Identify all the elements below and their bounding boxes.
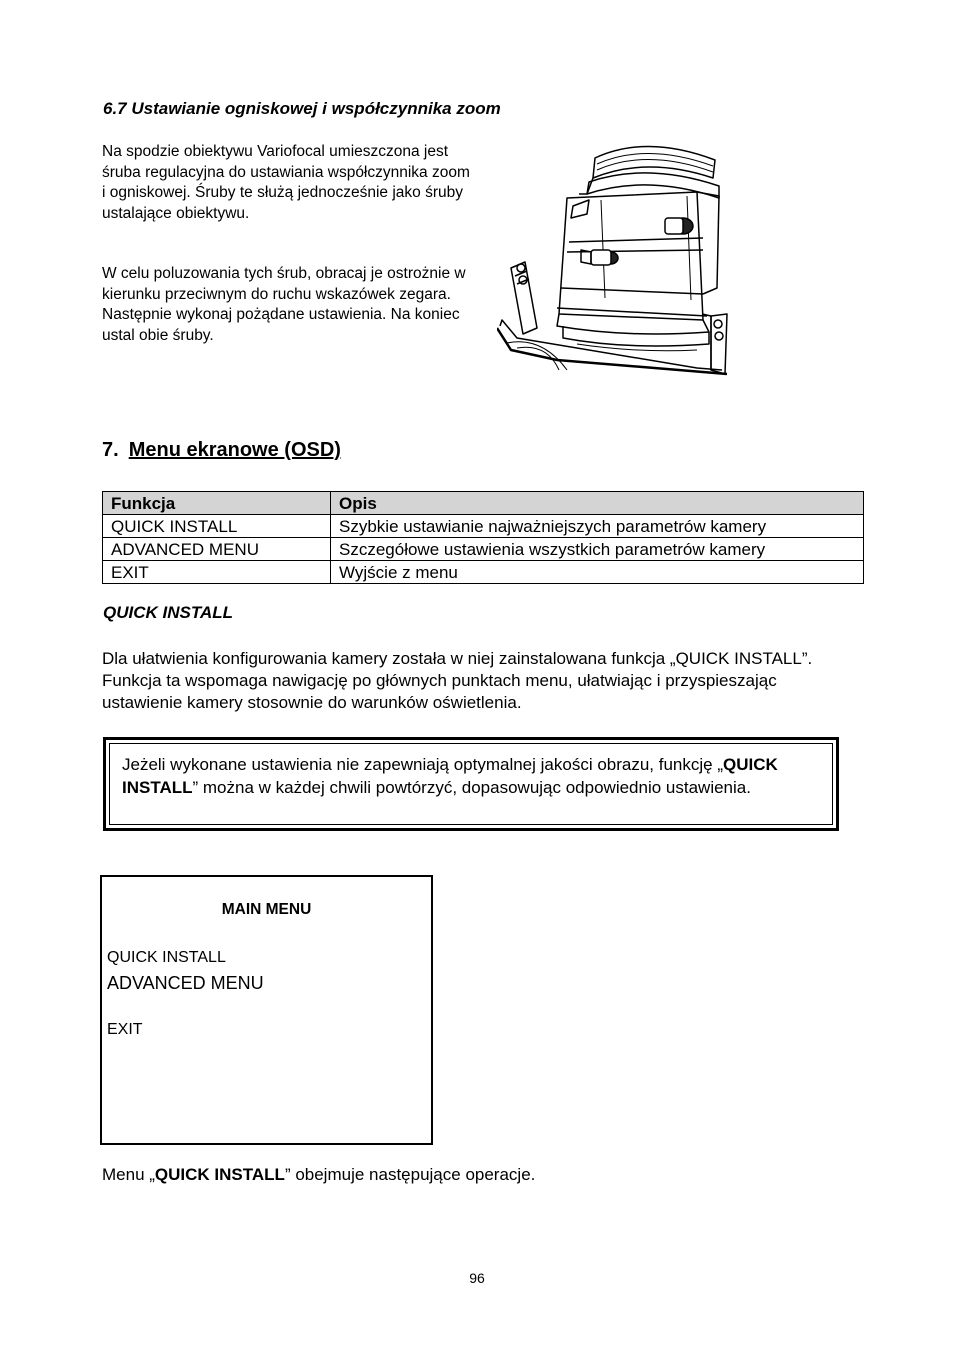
table-cell: QUICK INSTALL	[103, 515, 331, 538]
table-cell: Szybkie ustawianie najważniejszych parametrów kamery	[331, 515, 864, 538]
chapter-title: Menu ekranowe (OSD)	[128, 439, 341, 461]
table-row	[103, 561, 864, 584]
chapter-number: 7.	[102, 439, 119, 461]
column-header-function: Funkcja	[103, 492, 331, 515]
lens-description-paragraph-2: W celu poluzowania tych śrub, obracaj je ostrożnie w kierunku przeciwnym do ruchu wskazówek zegara. Następnie wykonaj pożądane ustawienia. Na koniec ustal obie śruby.	[102, 265, 466, 344]
osd-menu-title: MAIN MENU	[221, 901, 312, 918]
note-bold-term: QUICK INSTALL	[122, 755, 778, 797]
osd-menu-item-exit: EXIT	[107, 1021, 143, 1038]
note-box	[103, 737, 839, 831]
chapter-heading	[102, 439, 341, 462]
table-row	[103, 538, 864, 561]
varifocal-lens-illustration	[497, 138, 729, 378]
osd-main-menu-preview	[100, 875, 433, 1145]
page-number: 96	[469, 1270, 485, 1286]
table-cell: EXIT	[103, 561, 331, 584]
function-table	[102, 491, 864, 584]
osd-menu-item-advanced-menu: ADVANCED MENU	[107, 973, 264, 993]
quick-install-heading: QUICK INSTALL	[103, 603, 234, 622]
table-cell: Wyjście z menu	[331, 561, 864, 584]
column-header-description: Opis	[331, 492, 864, 515]
lens-description-paragraph-1: Na spodzie obiektywu Variofocal umieszczona jest śruba regulacyjna do ustawiania współczynnika zoom i ogniskowej. Śruby te służą jednocześnie jako śruby ustalające obiektywu.	[102, 143, 470, 222]
closing-bold-term: QUICK INSTALL	[154, 1165, 285, 1184]
table-row	[103, 515, 864, 538]
note-box-inner-border	[109, 743, 833, 825]
osd-menu-item-quick-install: QUICK INSTALL	[107, 949, 226, 966]
table-cell: ADVANCED MENU	[103, 538, 331, 561]
table-header-row	[103, 492, 864, 515]
section-heading: 6.7 Ustawianie ogniskowej i współczynnika zoom	[103, 99, 501, 118]
closing-sentence: Menu „QUICK INSTALL” obejmuje następujące operacje.	[102, 1165, 536, 1184]
table-cell: Szczegółowe ustawienia wszystkich parametrów kamery	[331, 538, 864, 561]
note-text: Jeżeli wykonane ustawienia nie zapewniają optymalnej jakości obrazu, funkcję „QUICK INSTALL” można w każdej chwili powtórzyć, dopasowując odpowiednio ustawienia.	[122, 755, 778, 797]
quick-install-paragraph: Dla ułatwienia konfigurowania kamery została w niej zainstalowana funkcja „QUICK INSTALL”. Funkcja ta wspomaga nawigację po głównych punktach menu, ułatwiając i przyspieszając ustawienie kamery stosownie do warunków oświetlenia.	[102, 649, 813, 712]
